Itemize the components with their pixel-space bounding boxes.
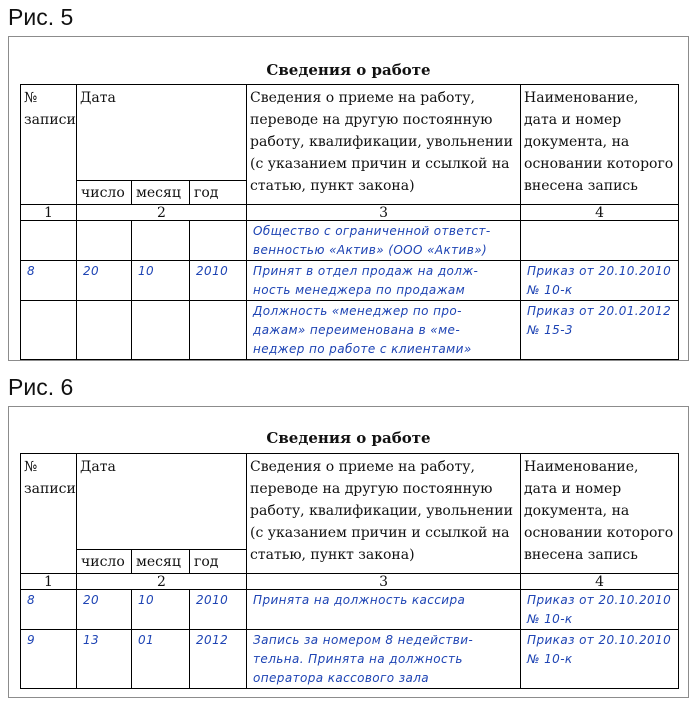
- table-header-row: [21, 85, 679, 181]
- day-cell: 20: [77, 590, 132, 630]
- record-number-cell: 8: [21, 261, 77, 301]
- table-row: [21, 590, 679, 630]
- work-record-table: [20, 84, 679, 360]
- record-number-cell: [21, 221, 77, 261]
- column-number: 3: [247, 574, 521, 590]
- employment-info-cell: Запись за номером 8 недействи- тельна. Принята на должность оператора кассового зала: [247, 630, 521, 689]
- document-cell: [521, 221, 679, 261]
- header-day: число: [77, 550, 132, 574]
- header-month: месяц: [132, 181, 190, 205]
- header-day: число: [77, 181, 132, 205]
- day-cell: 13: [77, 630, 132, 689]
- column-number: 2: [77, 574, 247, 590]
- header-employment-info: Сведения о приеме на работу, переводе на другую постоянную работу, квалификации, увольнении (с указанием причин и ссылкой на статью, пункт закона): [247, 85, 521, 205]
- day-cell: [77, 301, 132, 360]
- table-header-row: [21, 454, 679, 550]
- header-record-number: № записи: [21, 85, 77, 205]
- employment-info-cell: Общество с ограниченной ответст- венностью «Актив» (ООО «Актив»): [247, 221, 521, 261]
- month-cell: 01: [132, 630, 190, 689]
- month-cell: [132, 221, 190, 261]
- month-cell: [132, 301, 190, 360]
- employment-info-cell: Должность «менеджер по про- дажам» переименована в «ме- неджер по работе с клиентами»: [247, 301, 521, 360]
- figure-label: Рис. 6: [8, 374, 74, 400]
- column-number: 1: [21, 574, 77, 590]
- header-document: Наименование, дата и номер документа, на основании которого внесена запись: [521, 85, 679, 205]
- column-number: 4: [521, 205, 679, 221]
- panel-title: Сведения о работе: [266, 61, 431, 79]
- employment-info-cell: Принят в отдел продаж на долж- ность менеджера по продажам: [247, 261, 521, 301]
- work-record-panel: [8, 36, 689, 361]
- column-number: 3: [247, 205, 521, 221]
- panel-title: Сведения о работе: [266, 429, 431, 447]
- year-cell: [190, 221, 247, 261]
- column-number-row: [21, 574, 679, 590]
- document-cell: Приказ от 20.01.2012 № 15-3: [521, 301, 679, 360]
- record-number-cell: [21, 301, 77, 360]
- column-number-row: [21, 205, 679, 221]
- day-cell: [77, 221, 132, 261]
- month-cell: 10: [132, 590, 190, 630]
- header-year: год: [190, 550, 247, 574]
- day-cell: 20: [77, 261, 132, 301]
- month-cell: 10: [132, 261, 190, 301]
- table-row: [21, 221, 679, 261]
- header-date: Дата: [77, 85, 247, 181]
- figure-label: Рис. 5: [8, 4, 74, 30]
- year-cell: 2010: [190, 590, 247, 630]
- document-cell: Приказ от 20.10.2010 № 10-к: [521, 261, 679, 301]
- table-row: [21, 630, 679, 689]
- year-cell: 2012: [190, 630, 247, 689]
- work-record-panel: [8, 406, 689, 698]
- header-month: месяц: [132, 550, 190, 574]
- year-cell: [190, 301, 247, 360]
- year-cell: 2010: [190, 261, 247, 301]
- work-record-table: [20, 453, 679, 689]
- document-cell: Приказ от 20.10.2010 № 10-к: [521, 630, 679, 689]
- header-year: год: [190, 181, 247, 205]
- column-number: 1: [21, 205, 77, 221]
- header-record-number: № записи: [21, 454, 77, 574]
- header-date: Дата: [77, 454, 247, 550]
- header-employment-info: Сведения о приеме на работу, переводе на другую постоянную работу, квалификации, увольнении (с указанием причин и ссылкой на статью, пункт закона): [247, 454, 521, 574]
- record-number-cell: 8: [21, 590, 77, 630]
- table-row: [21, 261, 679, 301]
- employment-info-cell: Принята на должность кассира: [247, 590, 521, 630]
- column-number: 4: [521, 574, 679, 590]
- column-number: 2: [77, 205, 247, 221]
- table-row: [21, 301, 679, 360]
- header-document: Наименование, дата и номер документа, на основании которого внесена запись: [521, 454, 679, 574]
- document-cell: Приказ от 20.10.2010 № 10-к: [521, 590, 679, 630]
- record-number-cell: 9: [21, 630, 77, 689]
